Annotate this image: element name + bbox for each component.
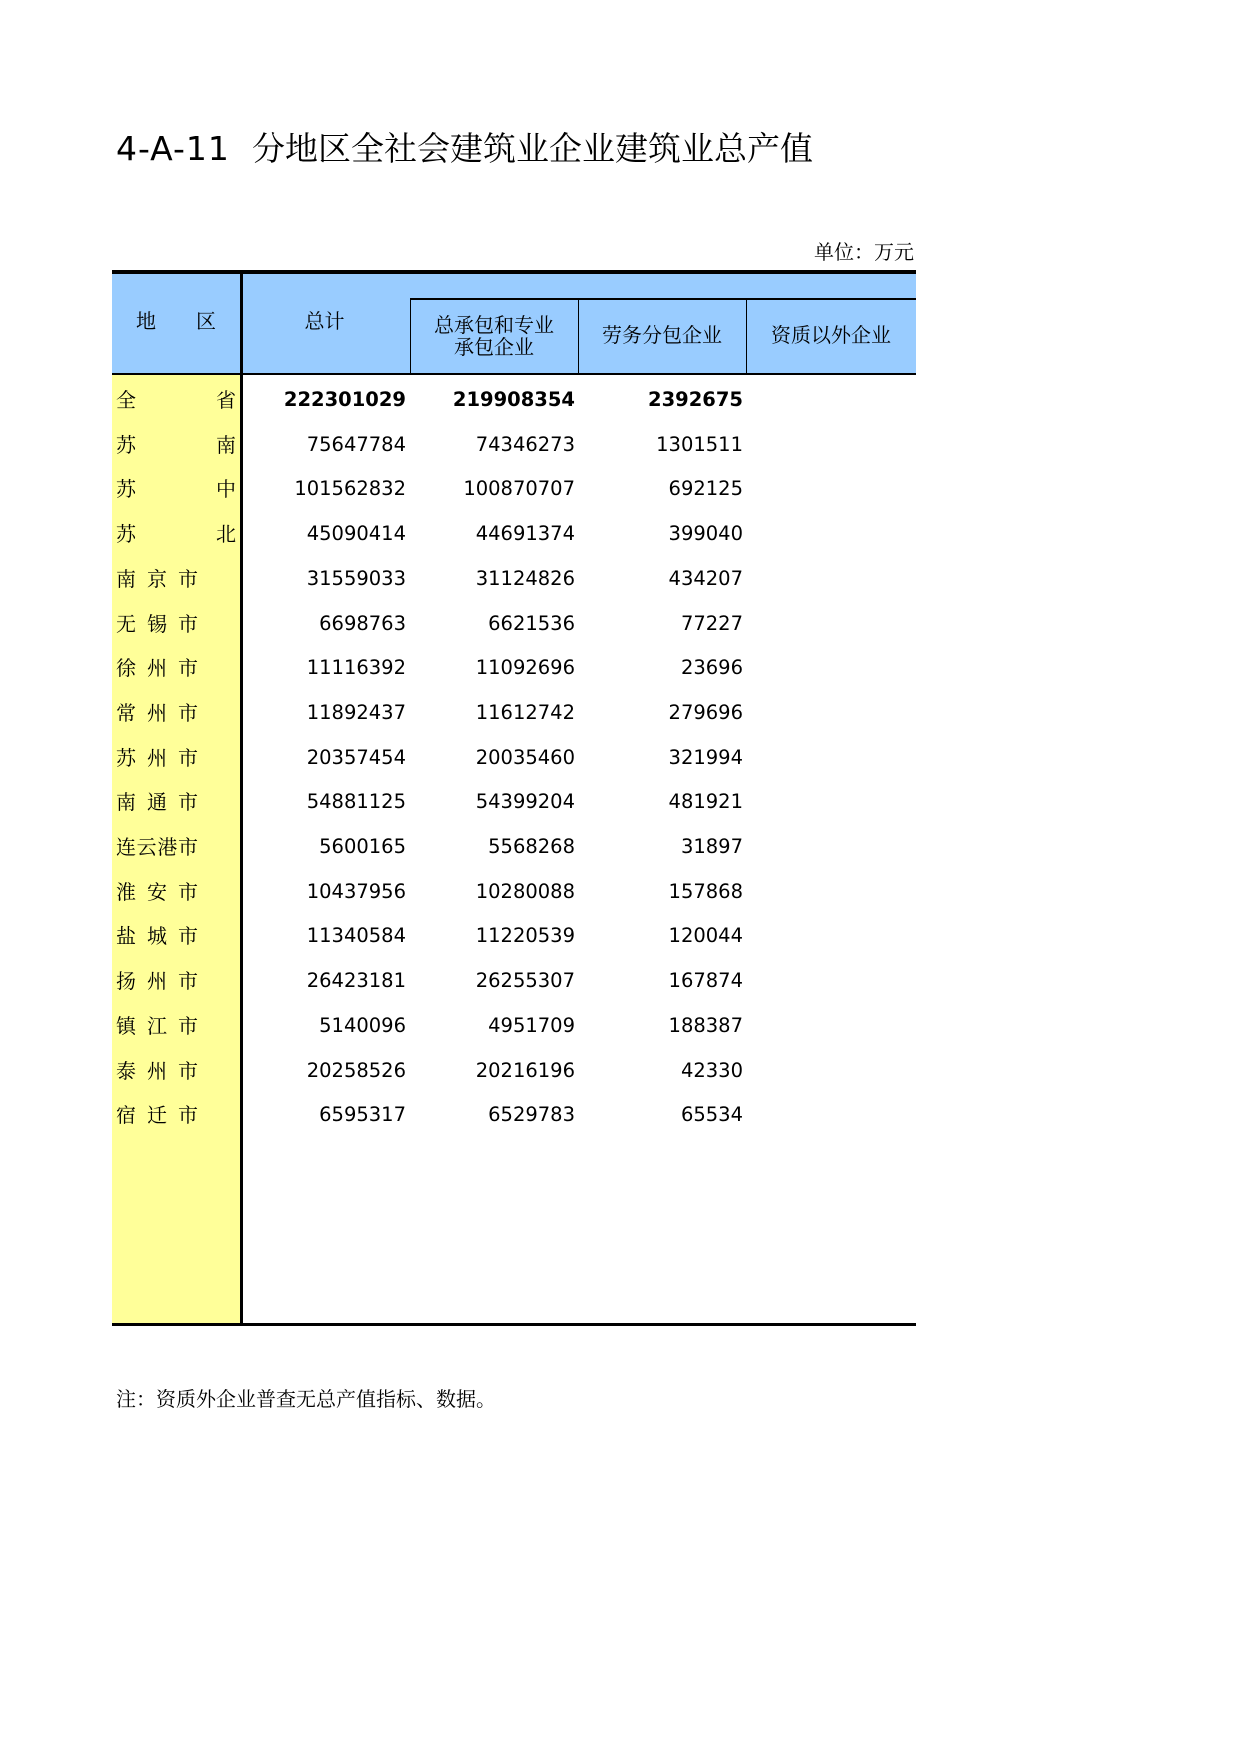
table-row xyxy=(112,872,916,912)
labor-value: 434207 xyxy=(668,566,743,590)
region-char: 镇 xyxy=(116,1013,136,1038)
region-char: 市 xyxy=(178,879,198,904)
region-name xyxy=(116,961,198,1001)
region-char: 扬 xyxy=(116,969,136,994)
labor-value: 481921 xyxy=(668,790,743,814)
general-value: 11092696 xyxy=(475,656,575,680)
table-row xyxy=(112,738,916,778)
region-char: 市 xyxy=(178,924,198,949)
region-char: 州 xyxy=(147,969,167,994)
total-value: 11116392 xyxy=(306,656,406,680)
general-value: 100870707 xyxy=(463,477,575,501)
table-row xyxy=(112,916,916,956)
region-name xyxy=(116,1006,198,1046)
region-char: 锡 xyxy=(147,611,167,636)
region-char: 市 xyxy=(178,790,198,815)
labor-value: 77227 xyxy=(680,611,743,635)
labor-value: 1301511 xyxy=(656,432,743,456)
region-char: 全 xyxy=(116,388,136,412)
region-char: 市 xyxy=(177,835,198,859)
region-name xyxy=(116,514,236,554)
region-name xyxy=(116,827,198,867)
total-value: 75647784 xyxy=(306,432,406,456)
total-value: 10437956 xyxy=(306,879,406,903)
total-value: 6595317 xyxy=(319,1103,406,1127)
general-value: 4951709 xyxy=(488,1013,575,1037)
total-value: 222301029 xyxy=(283,388,406,411)
region-name xyxy=(116,916,198,956)
table-row xyxy=(112,380,916,420)
header-total: 总计 xyxy=(304,309,345,333)
region-char: 南 xyxy=(116,566,136,591)
total-value: 20258526 xyxy=(306,1058,406,1082)
total-value: 54881125 xyxy=(306,790,406,814)
total-value: 45090414 xyxy=(306,522,406,546)
table-row xyxy=(112,1006,916,1046)
region-char: 州 xyxy=(147,656,167,681)
total-value: 31559033 xyxy=(306,566,406,590)
region-char: 市 xyxy=(178,1103,198,1128)
data-table xyxy=(112,270,916,1327)
general-value: 20216196 xyxy=(475,1058,575,1082)
total-value: 11892437 xyxy=(306,700,406,724)
general-value: 5568268 xyxy=(488,835,575,858)
labor-value: 31897 xyxy=(680,835,743,858)
region-char: 市 xyxy=(178,969,198,994)
table-row xyxy=(112,961,916,1001)
region-name xyxy=(116,1095,198,1135)
region-char: 通 xyxy=(147,790,167,815)
region-char: 城 xyxy=(147,924,167,949)
region-char: 市 xyxy=(178,1058,198,1083)
labor-value: 65534 xyxy=(680,1103,743,1127)
total-value: 11340584 xyxy=(306,924,406,948)
region-name xyxy=(116,648,198,688)
region-name xyxy=(116,425,236,465)
region-char: 市 xyxy=(178,611,198,636)
region-char: 中 xyxy=(216,477,236,502)
general-value: 54399204 xyxy=(475,790,575,814)
table-row xyxy=(112,648,916,688)
header-general-line1: 总承包和专业 xyxy=(434,313,554,337)
unit-label: 单位：万元 xyxy=(814,240,914,264)
region-char: 淮 xyxy=(116,879,136,904)
region-char: 苏 xyxy=(116,745,136,770)
region-char: 安 xyxy=(147,879,167,904)
general-value: 20035460 xyxy=(475,745,575,769)
labor-value: 120044 xyxy=(668,924,743,948)
total-value: 101562832 xyxy=(294,477,406,501)
region-char: 市 xyxy=(178,745,198,770)
region-name xyxy=(116,693,198,733)
region-name xyxy=(116,1051,198,1091)
region-char: 北 xyxy=(216,522,236,547)
region-name xyxy=(116,469,236,509)
table-row xyxy=(112,469,916,509)
region-char: 徐 xyxy=(116,656,136,681)
region-char: 州 xyxy=(147,700,167,725)
region-char: 市 xyxy=(178,656,198,681)
region-char: 南 xyxy=(216,432,236,457)
region-name xyxy=(116,738,198,778)
region-char: 无 xyxy=(116,611,136,636)
labor-value: 321994 xyxy=(668,745,743,769)
table-row xyxy=(112,559,916,599)
labor-value: 2392675 xyxy=(648,388,743,411)
table-row xyxy=(112,514,916,554)
table-row xyxy=(112,693,916,733)
table-row xyxy=(112,782,916,822)
total-value: 26423181 xyxy=(306,969,406,993)
table-row xyxy=(112,604,916,644)
header-general-line2: 承包企业 xyxy=(454,335,534,359)
region-char: 市 xyxy=(178,566,198,591)
general-value: 219908354 xyxy=(452,388,575,411)
labor-value: 23696 xyxy=(680,656,743,680)
footnote: 注：资质外企业普查无总产值指标、数据。 xyxy=(116,1387,496,1411)
region-name xyxy=(116,380,236,420)
table-code: 4-A-11 xyxy=(116,129,230,168)
labor-value: 157868 xyxy=(668,879,743,903)
region-char: 盐 xyxy=(116,924,136,949)
general-value: 6529783 xyxy=(488,1103,575,1127)
region-char: 州 xyxy=(147,1058,167,1083)
header-general-contracting xyxy=(410,314,578,358)
total-value: 6698763 xyxy=(319,611,406,635)
region-char: 市 xyxy=(178,700,198,725)
page-title xyxy=(116,127,813,171)
region-name xyxy=(116,782,198,822)
region-char: 京 xyxy=(147,566,167,591)
total-value: 20357454 xyxy=(306,745,406,769)
region-name xyxy=(116,604,198,644)
region-char: 南 xyxy=(116,790,136,815)
region-char: 苏 xyxy=(116,522,136,547)
region-char: 连 xyxy=(116,835,136,859)
region-name xyxy=(116,872,198,912)
header-region: 地 区 xyxy=(136,309,216,333)
region-char: 省 xyxy=(216,388,236,412)
labor-value: 42330 xyxy=(680,1058,743,1082)
general-value: 11612742 xyxy=(475,700,575,724)
total-value: 5140096 xyxy=(319,1013,406,1037)
labor-value: 692125 xyxy=(668,477,743,501)
region-char: 苏 xyxy=(116,432,136,457)
table-bottom-rule xyxy=(112,1323,916,1326)
general-value: 31124826 xyxy=(475,566,575,590)
region-char: 迁 xyxy=(147,1103,167,1128)
general-value: 6621536 xyxy=(488,611,575,635)
header-labor-subcontract: 劳务分包企业 xyxy=(602,323,722,347)
region-char: 江 xyxy=(147,1013,167,1038)
table-row xyxy=(112,827,916,867)
general-value: 11220539 xyxy=(475,924,575,948)
header-non-qualified: 资质以外企业 xyxy=(771,323,891,347)
labor-value: 167874 xyxy=(668,969,743,993)
table-row xyxy=(112,1051,916,1091)
total-value: 5600165 xyxy=(319,835,406,858)
general-value: 10280088 xyxy=(475,879,575,903)
labor-value: 188387 xyxy=(668,1013,743,1037)
region-char: 宿 xyxy=(116,1103,136,1128)
region-char: 州 xyxy=(147,745,167,770)
region-char: 常 xyxy=(116,700,136,725)
region-name xyxy=(116,559,198,599)
table-top-rule xyxy=(112,270,916,274)
table-name: 分地区全社会建筑业企业建筑业总产值 xyxy=(251,129,813,168)
region-char: 港 xyxy=(157,835,178,859)
labor-value: 399040 xyxy=(668,522,743,546)
table-row xyxy=(112,425,916,465)
region-char: 泰 xyxy=(116,1058,136,1083)
general-value: 74346273 xyxy=(475,432,575,456)
table-row xyxy=(112,1095,916,1135)
general-value: 26255307 xyxy=(475,969,575,993)
region-char: 苏 xyxy=(116,477,136,502)
general-value: 44691374 xyxy=(475,522,575,546)
labor-value: 279696 xyxy=(668,700,743,724)
region-char: 市 xyxy=(178,1013,198,1038)
region-char: 云 xyxy=(136,835,157,859)
